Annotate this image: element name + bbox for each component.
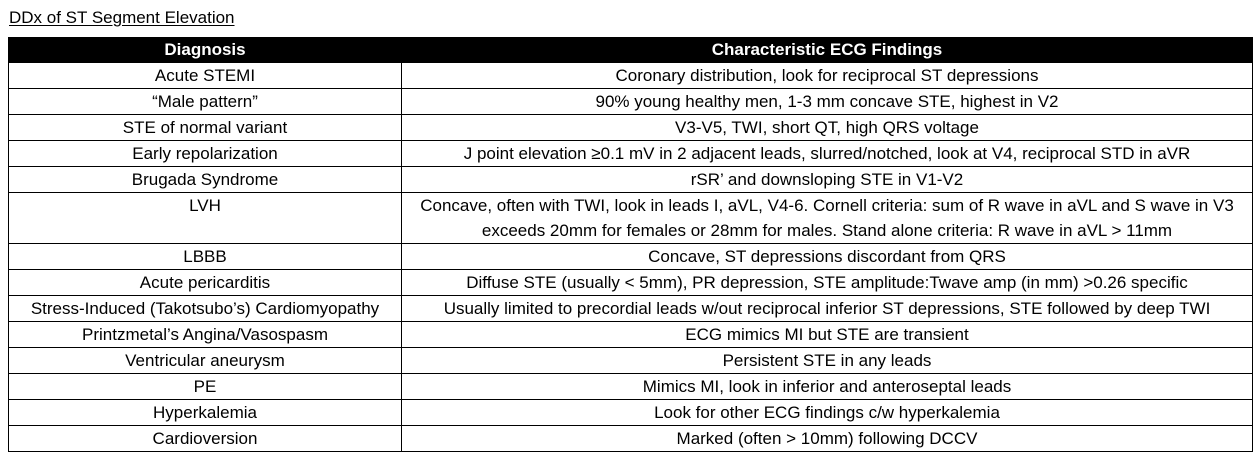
findings-cell: 90% young healthy men, 1-3 mm concave STE, highest in V2: [402, 89, 1253, 115]
diagnosis-cell: STE of normal variant: [9, 115, 402, 141]
diagnosis-cell: Ventricular aneurysm: [9, 348, 402, 374]
table-row: [9, 167, 1253, 193]
table-row: [9, 141, 1253, 167]
diagnosis-cell: LBBB: [9, 244, 402, 270]
findings-cell: rSR’ and downsloping STE in V1-V2: [402, 167, 1253, 193]
table-row: [9, 400, 1253, 426]
table-row: [9, 270, 1253, 296]
table-row: [9, 244, 1253, 270]
diagnosis-cell: LVH: [9, 193, 402, 244]
findings-cell: Usually limited to precordial leads w/out reciprocal inferior ST depressions, STE followed by deep TWI: [402, 296, 1253, 322]
findings-cell: Concave, ST depressions discordant from QRS: [402, 244, 1253, 270]
table-row: [9, 89, 1253, 115]
table-row: [9, 322, 1253, 348]
findings-cell: Diffuse STE (usually < 5mm), PR depression, STE amplitude:Twave amp (in mm) >0.26 specific: [402, 270, 1253, 296]
diagnosis-cell: “Male pattern”: [9, 89, 402, 115]
findings-cell: ECG mimics MI but STE are transient: [402, 322, 1253, 348]
findings-cell: J point elevation ≥0.1 mV in 2 adjacent leads, slurred/notched, look at V4, reciprocal STD in aVR: [402, 141, 1253, 167]
header-ecg-findings: Characteristic ECG Findings: [402, 38, 1253, 63]
ddx-table: [8, 37, 1253, 452]
table-row: [9, 296, 1253, 322]
findings-cell: Concave, often with TWI, look in leads I, aVL, V4-6. Cornell criteria: sum of R wave in aVL and S wave in V3 exceeds 20mm for females or 28mm for males. Stand alone criteria: R wave in aVL > 11mm: [402, 193, 1253, 244]
findings-cell: Coronary distribution, look for reciprocal ST depressions: [402, 63, 1253, 89]
table-row: [9, 426, 1253, 452]
findings-cell: V3-V5, TWI, short QT, high QRS voltage: [402, 115, 1253, 141]
diagnosis-cell: Acute STEMI: [9, 63, 402, 89]
findings-cell: Look for other ECG findings c/w hyperkalemia: [402, 400, 1253, 426]
diagnosis-cell: Hyperkalemia: [9, 400, 402, 426]
diagnosis-cell: Early repolarization: [9, 141, 402, 167]
diagnosis-cell: Stress-Induced (Takotsubo’s) Cardiomyopathy: [9, 296, 402, 322]
findings-cell: Mimics MI, look in inferior and anteroseptal leads: [402, 374, 1253, 400]
table-row: [9, 193, 1253, 244]
diagnosis-cell: Cardioversion: [9, 426, 402, 452]
table-header-row: [9, 38, 1253, 63]
document-title: DDx of ST Segment Elevation: [9, 8, 235, 27]
findings-cell: Persistent STE in any leads: [402, 348, 1253, 374]
table-row: [9, 115, 1253, 141]
table-row: [9, 374, 1253, 400]
header-diagnosis: Diagnosis: [9, 38, 402, 63]
diagnosis-cell: Brugada Syndrome: [9, 167, 402, 193]
diagnosis-cell: Acute pericarditis: [9, 270, 402, 296]
table-row: [9, 63, 1253, 89]
diagnosis-cell: Printzmetal’s Angina/Vasospasm: [9, 322, 402, 348]
diagnosis-cell: PE: [9, 374, 402, 400]
findings-cell: Marked (often > 10mm) following DCCV: [402, 426, 1253, 452]
table-row: [9, 348, 1253, 374]
